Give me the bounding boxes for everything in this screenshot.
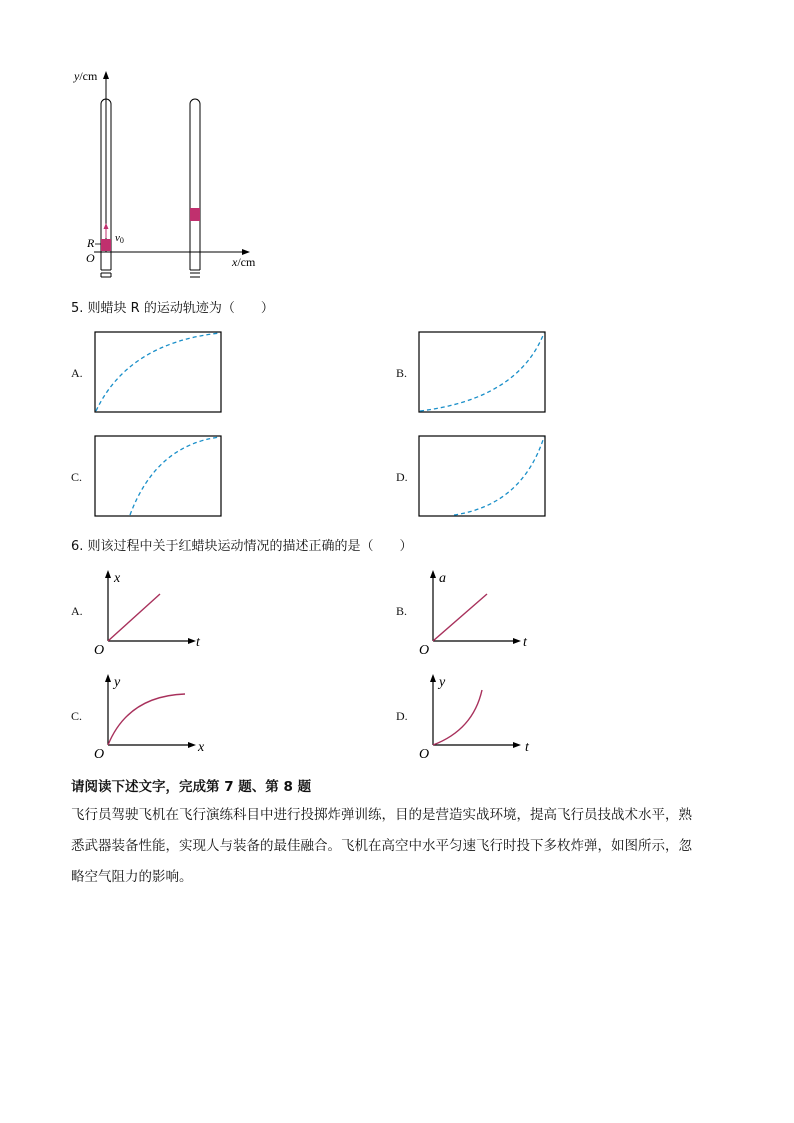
block-label: R — [87, 236, 95, 250]
passage-heading: 请阅读下述文字，完成第 7 题、第 8 题 — [71, 779, 312, 795]
origin-label: O — [86, 251, 95, 265]
q6-option-a-graph — [90, 566, 214, 658]
q6-option-d-letter: D. — [396, 709, 408, 723]
q5-option-d-graph — [418, 435, 548, 519]
q6-a-ylabel: x — [114, 571, 121, 586]
tube-figure — [70, 66, 280, 286]
wax-block-later — [190, 208, 200, 221]
q6-option-c-letter: C. — [71, 709, 83, 723]
passage-body — [71, 800, 751, 893]
q6-option-b-graph — [415, 566, 539, 658]
q6-b-origin: O — [419, 643, 430, 658]
q6-c-ylabel: y — [114, 675, 121, 690]
q5-option-b-letter: B. — [396, 366, 408, 380]
y-axis-label: y/cm — [74, 69, 98, 83]
q6-c-curve — [108, 694, 185, 745]
q6-option-b-letter: B. — [396, 604, 408, 618]
passage-line-2: 悉武器装备性能，实现人与装备的最佳融合。飞机在高空中水平匀速飞行时投下多枚炸弹，如图所示，忽 — [71, 838, 692, 854]
q6-b-ylabel: a — [439, 571, 446, 586]
q6-c-origin: O — [94, 747, 105, 762]
velocity-label: v0 — [115, 232, 124, 245]
x-axis-label: x/cm — [232, 255, 256, 269]
q5-stem: 5. 则蜡块 R 的运动轨迹为（ ） — [71, 301, 274, 316]
q5-option-a-graph — [94, 331, 224, 415]
q6-b-line — [433, 594, 487, 641]
q6-a-xlabel: t — [196, 635, 200, 650]
tube-right — [190, 99, 200, 277]
q6-d-xlabel: t — [525, 740, 529, 755]
q5-option-b-graph — [418, 331, 548, 415]
passage-line-3: 略空气阻力的影响。 — [71, 869, 193, 885]
q6-a-line — [108, 594, 160, 641]
q5-option-d-letter: D. — [396, 470, 408, 484]
q5-option-c-graph — [94, 435, 224, 519]
passage-line-1: 飞行员驾驶飞机在飞行演练科目中进行投掷炸弹训练，目的是营造实战环境，提高飞行员技战术水平，熟 — [71, 807, 692, 823]
q6-stem: 6. 则该过程中关于红蜡块运动情况的描述正确的是（ ） — [71, 539, 413, 554]
q5-option-a-letter: A. — [71, 366, 83, 380]
q6-d-ylabel: y — [439, 675, 446, 690]
y-axis-arrow — [103, 71, 109, 79]
q5-option-c-letter: C. — [71, 470, 83, 484]
q6-option-d-graph — [415, 670, 539, 762]
q6-b-xlabel: t — [523, 635, 527, 650]
q6-a-origin: O — [94, 643, 105, 658]
q6-option-c-graph — [90, 670, 214, 762]
wax-block-initial — [101, 239, 111, 251]
q6-d-origin: O — [419, 747, 430, 762]
q6-d-curve — [433, 690, 482, 745]
q6-c-xlabel: x — [198, 740, 205, 755]
q6-option-a-letter: A. — [71, 604, 83, 618]
